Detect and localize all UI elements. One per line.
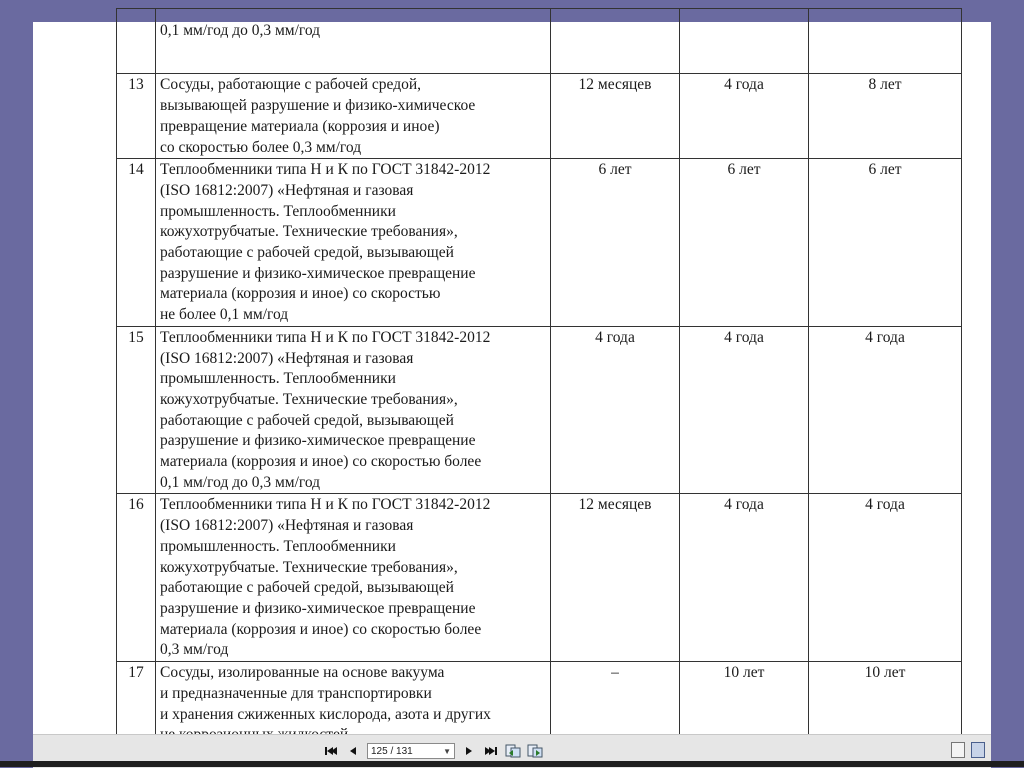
table-row — [117, 494, 962, 662]
partial-row-text: 0,1 мм/год до 0,3 мм/год — [160, 21, 321, 39]
row-value-cell: 4 года — [809, 326, 962, 494]
prev-page-icon — [349, 746, 357, 756]
forward-view-icon — [527, 744, 543, 758]
row-value-cell: 6 лет — [809, 159, 962, 327]
document-viewer — [33, 22, 991, 767]
row-number-cell: 13 — [117, 74, 156, 159]
last-page-icon — [485, 746, 497, 756]
row-value-cell: 6 лет — [551, 159, 680, 327]
row-value-cell: 10 лет — [809, 662, 962, 747]
row-value-cell — [809, 9, 962, 74]
row-number-cell: 15 — [117, 326, 156, 494]
table-row — [117, 74, 962, 159]
row-number-cell: 17 — [117, 662, 156, 747]
row-value-cell: 10 лет — [680, 662, 809, 747]
table-row — [117, 159, 962, 327]
row-value-cell: 4 года — [680, 494, 809, 662]
row-number-cell: 14 — [117, 159, 156, 327]
row-description-cell: Сосуды, работающие с рабочей средой, вызывающей разрушение и физико-химическое превращение материала (коррозия и иное) со скоростью более 0,3 мм/год — [156, 74, 551, 159]
next-page-icon — [465, 746, 473, 756]
row-value-cell: 4 года — [680, 326, 809, 494]
row-value-cell: 12 месяцев — [551, 74, 680, 159]
document-page — [33, 22, 991, 734]
back-view-icon — [505, 744, 521, 758]
row-description-cell: Теплообменники типа Н и К по ГОСТ 31842-2012 (ISO 16812:2007) «Нефтяная и газовая промышленность. Теплообменники кожухотрубчатые. Технические требования», работающие с рабочей средой, вызывающей разрушение и физико-химическое превращение материала (коррозия и иное) со скоростью не более 0,1 мм/год — [156, 159, 551, 327]
view-mode-controls — [951, 742, 985, 758]
row-value-cell: 8 лет — [809, 74, 962, 159]
back-view-button[interactable] — [505, 743, 521, 759]
row-description-cell — [156, 9, 551, 74]
page-navigation — [323, 741, 543, 761]
last-page-button[interactable] — [483, 743, 499, 759]
row-value-cell: – — [551, 662, 680, 747]
row-number-cell: 16 — [117, 494, 156, 662]
row-description-cell: Теплообменники типа Н и К по ГОСТ 31842-2012 (ISO 16812:2007) «Нефтяная и газовая промышленность. Теплообменники кожухотрубчатые. Технические требования», работающие с рабочей средой, вызывающей разрушение и физико-химическое превращение материала (коррозия и иное) со скоростью более 0,3 мм/год — [156, 494, 551, 662]
forward-view-button[interactable] — [527, 743, 543, 759]
page-indicator: 125 / 131 — [371, 745, 413, 757]
table-row-partial — [117, 9, 962, 74]
table-row — [117, 326, 962, 494]
row-value-cell — [680, 9, 809, 74]
next-page-button[interactable] — [461, 743, 477, 759]
row-value-cell — [551, 9, 680, 74]
row-value-cell: 4 года — [809, 494, 962, 662]
row-description-cell: Теплообменники типа Н и К по ГОСТ 31842-2012 (ISO 16812:2007) «Нефтяная и газовая промышленность. Теплообменники кожухотрубчатые. Технические требования», работающие с рабочей средой, вызывающей разрушение и физико-химическое превращение материала (коррозия и иное) со скоростью более 0,1 мм/год до 0,3 мм/год — [156, 326, 551, 494]
single-page-view-icon[interactable] — [951, 742, 965, 758]
row-description-cell: Сосуды, изолированные на основе вакуума и предназначенные для транспортировки и хранения сжиженных кислорода, азота и других — [156, 662, 551, 747]
prev-page-button[interactable] — [345, 743, 361, 759]
row-number-cell — [117, 9, 156, 74]
row-value-cell: 6 лет — [680, 159, 809, 327]
page-number-input[interactable] — [367, 743, 455, 759]
chevron-down-icon: ▼ — [443, 746, 451, 756]
row-value-cell: 4 года — [551, 326, 680, 494]
first-page-button[interactable] — [323, 743, 339, 759]
row-value-cell: 12 месяцев — [551, 494, 680, 662]
row-value-cell: 4 года — [680, 74, 809, 159]
first-page-icon — [325, 746, 337, 756]
requirements-table — [116, 8, 962, 747]
continuous-view-icon[interactable] — [971, 742, 985, 758]
taskbar-strip — [0, 761, 1024, 767]
